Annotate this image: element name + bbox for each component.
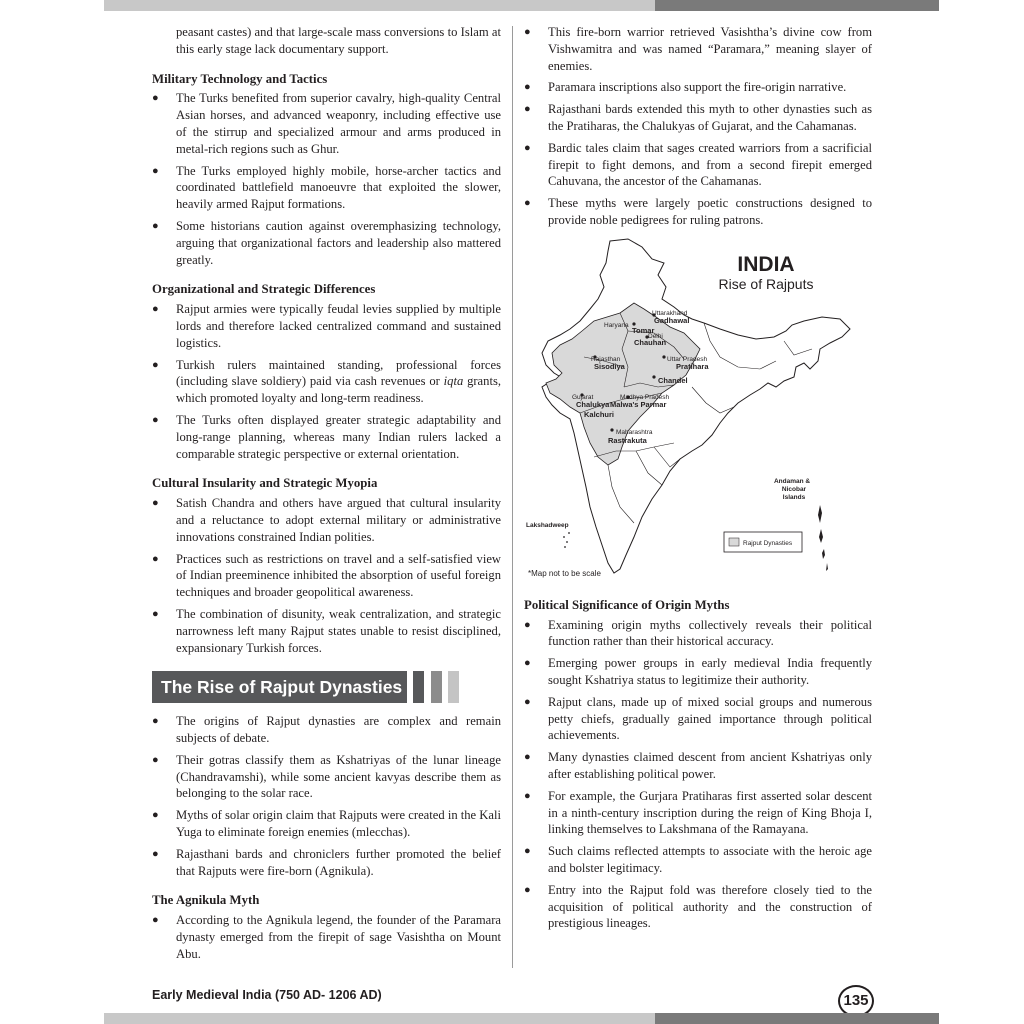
list-item: ● Rajasthani bards extended this myth to other dynasties such as the Pratiharas, the Chalukyas of Gujarat, and the Cahamanas. — [524, 102, 872, 133]
political-list — [524, 617, 872, 933]
list-item: ● Practices such as restrictions on travel and a self-satisfied view of Indian preeminence inhibited the absorption of useful foreign techniques and broader geopolitical awareness. — [152, 551, 501, 600]
list-item: ● Rajput clans, made up of mixed social groups and numerous petty chiefs, gradually gained importance through political achievements. — [524, 694, 872, 743]
list-item: ● The combination of disunity, weak centralization, and strategic narrowness left many Rajput states unable to resist disciplined, expansionary Turkish forces. — [152, 606, 501, 655]
bullet-icon: ● — [524, 789, 531, 802]
list-item: ● These myths were largely poetic constructions designed to provide noble pedigrees for ruling patrons. — [524, 196, 872, 227]
left-column — [152, 24, 501, 968]
map-label-chandel: Chandel — [658, 375, 688, 385]
agnikula-continued-list — [524, 24, 872, 229]
organizational-list — [152, 301, 501, 462]
section-header — [152, 671, 501, 705]
bullet-icon: ● — [524, 845, 531, 858]
city-dot-icon — [662, 355, 665, 358]
bullet-icon: ● — [524, 81, 531, 94]
bullet-icon: ● — [524, 26, 531, 38]
bullet-icon: ● — [524, 141, 531, 154]
bullet-icon: ● — [524, 197, 531, 210]
map-title: INDIA — [737, 252, 795, 276]
bullet-icon: ● — [152, 219, 159, 232]
list-item: ● Such claims reflected attempts to associate with the heroic age and bolster legitimacy. — [524, 844, 872, 875]
list-item: ● The Turks benefited from superior cavalry, high-quality Central Asian horses, and advanced weaponry, including effective use of the stirrup and specialized armour and arms produced in metal-rich regions such as Ghur. — [152, 91, 501, 156]
map-label-nicobar: Nicobar — [781, 485, 807, 493]
heading-agnikula: The Agnikula Myth — [152, 893, 260, 908]
list-item: ● For example, the Gurjara Pratiharas first asserted solar descent in a ninth-century inscription during the reign of King Bhoja I, linking themselves to Lakshmana of the Ramayana. — [524, 788, 872, 837]
list-item: ● The Turks employed highly mobile, horse-archer tactics and coordinated battlefield manoeuvre that exploited the slower, heavily armed Rajput formations. — [152, 163, 501, 212]
list-item: ● Examining origin myths collectively reveals their political function rather than their historical accuracy. — [524, 617, 872, 649]
map-label-andaman: Andaman & — [773, 477, 811, 485]
list-item: ● Paramara inscriptions also support the fire-origin narrative. — [524, 80, 847, 95]
bullet-icon: ● — [152, 753, 159, 766]
section-decor-bar — [448, 671, 459, 703]
india-map — [524, 237, 872, 589]
bullet-icon: ● — [152, 607, 159, 620]
heading-organizational: Organizational and Strategic Differences — [152, 282, 376, 297]
bullet-icon: ● — [152, 715, 159, 728]
legend-swatch — [729, 538, 739, 546]
map-label-uttarakhand: Uttarakhand — [652, 309, 688, 317]
map-label-malwas-parmar: Malwa's Parmar — [610, 399, 667, 409]
list-item: ● Rajasthani bards and chroniclers further promoted the belief that Rajputs were fire-born (Agnikula). — [152, 846, 501, 878]
bullet-icon: ● — [152, 914, 159, 927]
map-label-islands: Islands — [782, 493, 806, 501]
map-label-haryana: Haryana — [604, 321, 629, 329]
bullet-icon: ● — [524, 883, 531, 896]
map-label-lakshadweep: Lakshadweep — [526, 521, 569, 529]
map-label-pratihara: Pratihara — [676, 361, 709, 371]
bullet-icon: ● — [152, 92, 159, 105]
section-title: The Rise of Rajput Dynasties — [152, 671, 407, 703]
bullet-icon: ● — [152, 847, 159, 860]
footer-title: Early Medieval India (750 AD- 1206 AD) — [152, 988, 382, 1002]
bullet-icon: ● — [524, 751, 531, 764]
map-legend-label: Rajput Dynasties — [743, 539, 793, 547]
bullet-icon: ● — [152, 552, 159, 565]
heading-military: Military Technology and Tactics — [152, 71, 328, 86]
continuation-text: peasant castes) and that large-scale mass conversions to Islam at this early stage lack documentary support. — [176, 25, 501, 56]
page-number: 135 — [838, 985, 874, 1017]
map-label-gujarat: Gujarat — [572, 393, 594, 401]
heading-cultural: Cultural Insularity and Strategic Myopia — [152, 476, 378, 491]
map-label-tomar: Tomar — [632, 325, 655, 335]
list-item: ● Myths of solar origin claim that Rajputs were created in the Kali Yuga to eliminate foreign enemies (mlecchas). — [152, 808, 501, 840]
column-divider — [512, 26, 513, 968]
bullet-icon: ● — [152, 413, 159, 426]
bullet-icon: ● — [152, 164, 159, 177]
heading-political: Political Significance of Origin Myths — [524, 597, 730, 612]
city-dot-icon — [610, 428, 613, 431]
india-map-figure — [524, 237, 872, 589]
section-decor-bar — [431, 671, 442, 703]
list-item: ● Bardic tales claim that sages created warriors from a sacrificial firepit to fight demons, and from a second firepit emerged Cahuvana, the ancestor of the Cahamanas. — [524, 140, 872, 189]
bottom-decor-bar-dark — [655, 1013, 939, 1024]
bullet-icon: ● — [524, 695, 531, 708]
map-label-uttar-pradesh: Uttar Pradesh — [667, 355, 708, 363]
list-item: ● Turkish rulers maintained standing, professional forces (including slave soldiery) paid via cash revenues or iqta grants, which promoted loyalty and long-term readiness. — [152, 357, 501, 406]
list-item: ● The origins of Rajput dynasties are complex and remain subjects of debate. — [152, 714, 501, 746]
list-item: ● Their gotras classify them as Kshatriyas of the lunar lineage (Chandravamshi), while some ancient kavyas describe them as belonging to the solar race. — [152, 752, 501, 801]
map-label-delhi: Delhi — [648, 332, 663, 340]
bullet-icon: ● — [152, 497, 159, 510]
right-column — [524, 24, 872, 937]
military-list — [152, 90, 501, 268]
rise-list — [152, 713, 501, 879]
list-item: ● The Turks often displayed greater strategic adaptability and long-range planning, whereas many Indian rulers lacked a comparable strategic perspective or external orientation. — [152, 412, 501, 461]
map-subtitle: Rise of Rajputs — [718, 275, 814, 292]
map-label-kalchuri: Kalchuri — [584, 409, 615, 419]
section-decor-bar — [413, 671, 424, 703]
bullet-icon: ● — [152, 358, 159, 371]
list-item: ● Some historians caution against overemphasizing technology, arguing that organizational factors and leadership also mattered greatly. — [152, 218, 501, 267]
list-item: ● Entry into the Rajput fold was therefore closely tied to the acquisition of political authority and the construction of prestigious lineages. — [524, 882, 872, 931]
bullet-icon: ● — [152, 809, 159, 822]
cultural-list — [152, 495, 501, 656]
agnikula-list — [152, 912, 501, 962]
bullet-icon: ● — [524, 103, 531, 116]
list-item: ● According to the Agnikula legend, the founder of the Paramara dynasty emerged from the firepit of sage Vasishtha on Mount Abu. — [152, 913, 501, 961]
list-item: ● Satish Chandra and others have argued that cultural insularity and a reluctance to adopt external military or administrative innovations constrained Indian polities. — [152, 496, 501, 544]
map-label-maharashtra: Maharashtra — [616, 428, 653, 436]
bullet-icon: ● — [524, 657, 531, 670]
city-dot-icon — [652, 375, 655, 378]
map-label-rajasthan: Rajasthan — [591, 355, 621, 363]
list-item: ● Emerging power groups in early medieval India frequently sought Kshatriya status to legitimize their authority. — [524, 656, 872, 687]
map-label-madhya-pradesh: Madhya Pradesh — [620, 393, 670, 401]
list-item: ● This fire-born warrior retrieved Vasishtha’s divine cow from Vishwamitra and was named “Paramara,” meaning slayer of enemies. — [524, 25, 872, 73]
map-label-chalukya: Chalukya — [576, 399, 610, 409]
map-note: *Map not to be scale — [528, 568, 601, 578]
list-item: ● Rajput armies were typically feudal levies supplied by multiple lords and therefore lacked centralized command and sustained logistics. — [152, 302, 501, 350]
map-label-gadhawal: Gadhawal — [654, 315, 690, 325]
bullet-icon: ● — [524, 618, 531, 631]
map-label-chauhan: Chauhan — [634, 337, 667, 347]
map-label-sisodiya: Sisodiya — [594, 361, 625, 371]
map-label-rastrakuta: Rastrakuta — [608, 435, 647, 445]
top-decor-bar-dark — [655, 0, 939, 11]
list-item: ● Many dynasties claimed descent from ancient Kshatriyas only after establishing political power. — [524, 750, 872, 781]
bullet-icon: ● — [152, 303, 159, 316]
